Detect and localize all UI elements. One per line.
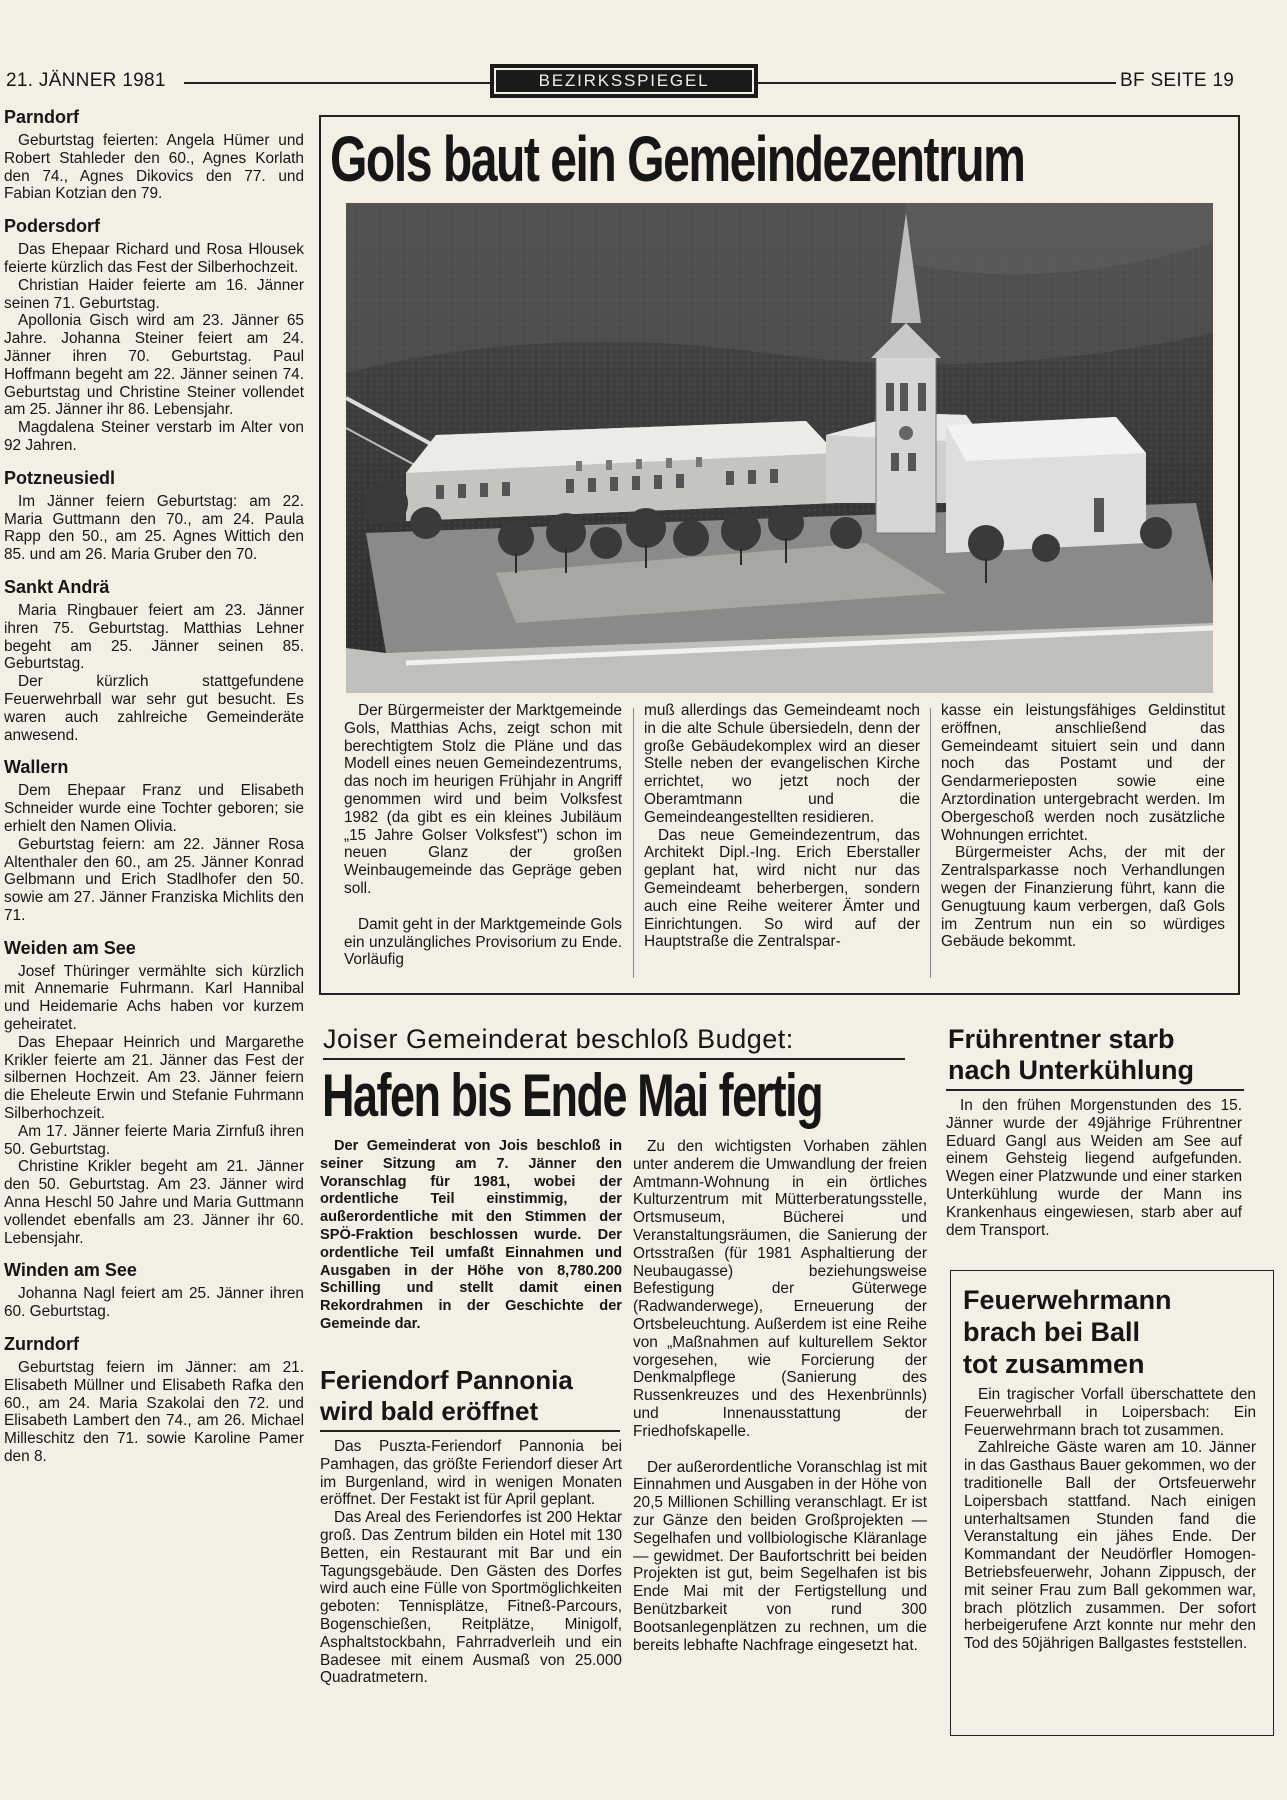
main-story-col1: [344, 702, 622, 969]
paragraph: Zahlreiche Gäste waren am 10. Jänner in das Gasthaus Bauer gekommen, wo der traditionelle Ball der Ortsfeuerwehr Loipersbach stattfand. Nach einigen unterhaltsamen Stunden fand die Veranstaltung ein jähes Ende. Der Kommandant der Neudörfler Homogen-Betriebsfeuerwehr, Johann Zippusch, der mit seiner Frau zum Ball gekommen war, brach plötzlich zusammen. Der sofort herbeigerufene Arzt konnte nur mehr den Tod des 50jährigen Ballgastes feststellen.: [964, 1439, 1256, 1653]
feuerwehr-body: [964, 1386, 1256, 1653]
pannonia-body: [320, 1438, 622, 1687]
village-heading: Weiden am See: [4, 937, 136, 958]
village-heading: Wallern: [4, 757, 69, 778]
paragraph: Der Gemeinderat von Jois beschloß in seiner Sitzung am 7. Jänner den Voranschlag für 1981, wobei der ordentliche Teil einstimmig, der außerordentliche mit den Stimmen der SPÖ-Fraktion beschlossen wurde. Der ordentliche Teil umfaßt Einnahmen und Ausgaben in der Höhe von 8,780.200 Schilling und stellt damit einen Rekordrahmen in der Geschichte der Gemeinde dar.: [320, 1138, 622, 1332]
paragraph: muß allerdings das Gemeindeamt noch in die alte Schule übersiedeln, denn der große Gebäudekomplex wird an dieser Stelle neben der evangelischen Kirche errichtet, wo jetzt noch der Oberamtmann und die Gemeindeangestellten residieren.: [644, 702, 920, 826]
village-news-paragraph: Das Ehepaar Heinrich und Margarethe Krikler feierte am 21. Jänner das Fest der silbernen Hochzeit. Am 23. Jänner feiern die Eheleute Erwin und Stefanie Fuhrmann Silberhochzeit.: [4, 1033, 304, 1123]
paragraph: Damit geht in der Marktgemeinde Gols ein unzulängliches Provisorium zu Ende. Vorläufig: [344, 915, 622, 969]
paragraph: Das neue Gemeindezentrum, das Architekt Dipl.-Ing. Erich Eberstaller geplant hat, wird nicht nur das Gemeindeamt beherbergen, sondern auch eine Reihe weiterer Ämter und Einrichtungen. So wird auf der Hauptstraße die Zentralspar-: [644, 826, 920, 951]
paragraph: Das Areal des Feriendorfes ist 200 Hektar groß. Das Zentrum bilden ein Hotel mit 130 Betten, ein Restaurant mit Bar und ein Tagungsgebäude. Den Gästen des Dorfes wird auch eine Fülle von Sportmöglichkeiten geboten: Tennisplätze, Fitneß-Parcours, Bogenschießen, Reitplätze, Minigolf, Asphaltstockbahn, Fahrradverleih und ein Badesee mit einem Ausmaß von 25.000 Quadratmetern.: [320, 1509, 622, 1687]
paragraph: Zu den wichtigsten Vorhaben zählen unter anderem die Umwandlung der freien Amtmann-Wohnung in ein örtliches Kulturzentrum mit Mütterberatungsstelle, Ortsmuseum, Bücherei und Veranstaltungsräumen, die Sanierung der Ortsstraßen (für 1981 Asphaltierung der Neubaugasse) beziehungsweise Befestigung der Güterwege (Radwanderwege), Erneuerung der Ortsbeleuchtung. Außerdem ist eine Reihe von „Maßnahmen auf kulturellem Sektor vorgesehen, wie Forcierung der Denkmalpflege (Sanierung des Russenkreuzes und des Hexenbrünnls) und Innenausstattung der Friedhofskapelle.: [633, 1138, 927, 1440]
jois-headline-wrap: [322, 1062, 922, 1132]
paragraph: Der Bürgermeister der Marktgemeinde Gols, Matthias Achs, zeigt schon mit berechtigtem Stolz die Pläne und das Modell eines neuen Gemeindezentrums, das noch im heurigen Frühjahr in Angriff genommen wird und beim Volksfest 1982 (da gibt es ein kleines Jubiläum „15 Jahre Golser Volksfest") schon im neuen Glanz der großen Weinbaugemeinde das Gepräge geben soll.: [344, 702, 622, 897]
village-news-paragraph: Christine Krikler begeht am 21. Jänner den 50. Geburtstag. Am 23. Jänner wird Anna Heschl 50 Jahre und Maria Guttmann vollendet ebenfalls am 23. Jänner ihr 60. Lebensjahr.: [4, 1158, 304, 1247]
fruehrentner-rule: [946, 1089, 1244, 1091]
village-news-paragraph: Geburtstag feierten: Angela Hümer und Robert Stahleder den 60., Agnes Korlath den 74., Agnes Dikovics den 77. und Fabian Kotzian den 79.: [4, 132, 304, 203]
main-headline-wrap: [330, 124, 1230, 202]
village-heading: Potzneusiedl: [4, 467, 116, 488]
jois-kicker: Joiser Gemeinderat beschloß Budget:: [323, 1024, 794, 1054]
paragraph: Das Puszta-Feriendorf Pannonia bei Pamhagen, das größte Feriendorf dieser Art im Burgenland, wird in wenigen Monaten eröffnet. Der Festakt ist für April geplant.: [320, 1438, 622, 1509]
village-news-paragraph: Das Ehepaar Richard und Rosa Hlousek feierte kürzlich das Fest der Silberhochzeit.: [4, 241, 304, 276]
paragraph: Ein tragischer Vorfall überschattete den Feuerwehrball in Loipersbach: Ein Feuerwehrmann brach tot zusammen.: [964, 1386, 1256, 1439]
local-news-column: [4, 106, 304, 1466]
village-news-paragraph: Josef Thüringer vermählte sich kürzlich mit Annemarie Fuhrmann. Karl Hannibal und Heidemarie Achs haben vor kurzem geheiratet.: [4, 962, 304, 1034]
village-news-paragraph: Johanna Nagl feiert am 25. Jänner ihren 60. Geburtstag.: [4, 1285, 304, 1321]
header-section-box: [490, 64, 758, 98]
village-news-paragraph: Am 17. Jänner feierte Maria Zirnfuß ihren 50. Geburtstag.: [4, 1122, 304, 1158]
main-story-col3: [941, 702, 1225, 951]
village-news-paragraph: Der kürzlich stattgefundene Feuerwehrball war sehr gut besucht. Es waren auch zahlreiche Gemeinderäte anwesend.: [4, 673, 304, 744]
jois-col2: [633, 1138, 927, 1654]
fruehrentner-body: [946, 1097, 1242, 1239]
main-story-col2: [644, 702, 920, 951]
village-heading: Sankt Andrä: [4, 576, 110, 597]
header-section: BEZIRKSSPIEGEL: [538, 71, 710, 90]
jois-kicker-underline: [323, 1058, 905, 1060]
village-news-paragraph: Geburtstag feiern: am 22. Jänner Rosa Altenthaler den 60., am 25. Jänner Konrad Gelbmann und Erich Stadlhofer den 50. sowie am 27. Jänner Franziska Michlits den 71.: [4, 835, 304, 924]
col-divider: [930, 708, 931, 978]
paragraph: Bürgermeister Achs, der mit der Zentralsparkasse noch Verhandlungen wegen der Finanzierung führt, kann die Genugtuung kaum verbergen, daß Gols im Zentrum nun ein so würdiges Gebäude bekommt.: [941, 844, 1225, 951]
paragraph: In den frühen Morgenstunden des 15. Jänner wurde der 49jährige Frührentner Eduard Gangl aus Weiden am See auf einem Gehsteig liegend aufgefunden. Wegen einer Platzwunde und einer starken Unterkühlung wurde der Mann ins Krankenhaus eingewiesen, starb aber auf dem Transport.: [946, 1097, 1242, 1239]
pannonia-headline: Feriendorf Pannonia wird bald eröffnet: [320, 1365, 573, 1426]
village-heading: Podersdorf: [4, 216, 101, 237]
village-heading: Winden am See: [4, 1260, 137, 1281]
col-divider: [633, 708, 634, 978]
paragraph: Der außerordentliche Voranschlag ist mit Einnahmen und Ausgaben in der Höhe von 20,5 Millionen Schilling veranschlagt. Er ist zur Gänze den beiden Großprojekten — Segelhafen und vollbiologische Kläranlage — gewidmet. Der Baufortschritt bei beiden Projekten ist gut, beim Segelhafen ist bis Ende Mai mit der Fertigstellung und Benützbarkeit von rund 300 Bootsanlegenplätzen zu rechnen, um die bereits lebhafte Nachfrage eingesetzt hat.: [633, 1458, 927, 1654]
header-rule-right: [758, 82, 1116, 84]
header-page: BF SEITE 19: [1120, 70, 1235, 91]
village-news-paragraph: Apollonia Gisch wird am 23. Jänner 65 Jahre. Johanna Steiner feiert am 24. Jänner ihren 70. Geburtstag. Paul Hoffmann begeht am 22. Jänner seinen 74. Geburtstag und Christine Steiner vollendet am 25. Jänner ihr 86. Lebensjahr.: [4, 312, 304, 419]
model-photo: [346, 203, 1213, 693]
village-news-paragraph: Christian Haider feierte am 16. Jänner seinen 71. Geburtstag.: [4, 276, 304, 312]
village-news-paragraph: Geburtstag feiern im Jänner: am 21. Elisabeth Müllner und Elisabeth Rafka den 60., am 24. Maria Szakolai den 72. und Elisabeth Lambert den 74., am 26. Michael Milleschitz den 71. sowie Karoline Pamer den 8.: [4, 1359, 304, 1466]
feuerwehr-headline: Feuerwehrmann brach bei Ball tot zusammen: [963, 1285, 1172, 1379]
header-date: 21. JÄNNER 1981: [6, 70, 166, 91]
jois-headline: Hafen bis Ende Mai fertig: [322, 1062, 823, 1129]
jois-lead: [320, 1138, 622, 1334]
pannonia-rule: [320, 1430, 620, 1432]
main-headline: Gols baut ein Gemeindezentrum: [330, 124, 1025, 195]
village-news-paragraph: Maria Ringbauer feiert am 23. Jänner ihren 75. Geburtstag. Matthias Lehner begeht am 25. Jänner seinen 85. Geburtstag.: [4, 601, 304, 673]
village-heading: Zurndorf: [4, 1334, 79, 1355]
village-news-paragraph: Dem Ehepaar Franz und Elisabeth Schneider wurde eine Tochter geboren; sie erhielt den Namen Olivia.: [4, 782, 304, 835]
fruehrentner-headline: Frührentner starb nach Unterkühlung: [948, 1024, 1195, 1085]
village-heading: Parndorf: [4, 107, 80, 127]
church-model-illustration: [346, 203, 1213, 693]
village-news-paragraph: Magdalena Steiner verstarb im Alter von 92 Jahren.: [4, 419, 304, 454]
paragraph: kasse ein leistungsfähiges Geldinstitut eröffnen, anschließend das Gemeindeamt situiert sein und dann noch das Postamt und der Gendarmerieposten sowie eine Arztordination untergebracht werden. Im Obergeschoß werden noch zusätzliche Wohnungen errichtet.: [941, 702, 1225, 844]
header-rule-left: [184, 82, 490, 84]
village-news-paragraph: Im Jänner feiern Geburtstag: am 22. Maria Guttmann den 70., am 24. Paula Rapp den 50., am 25. Agnes Wittich den 85. und am 26. Maria Gruber den 70.: [4, 492, 304, 564]
